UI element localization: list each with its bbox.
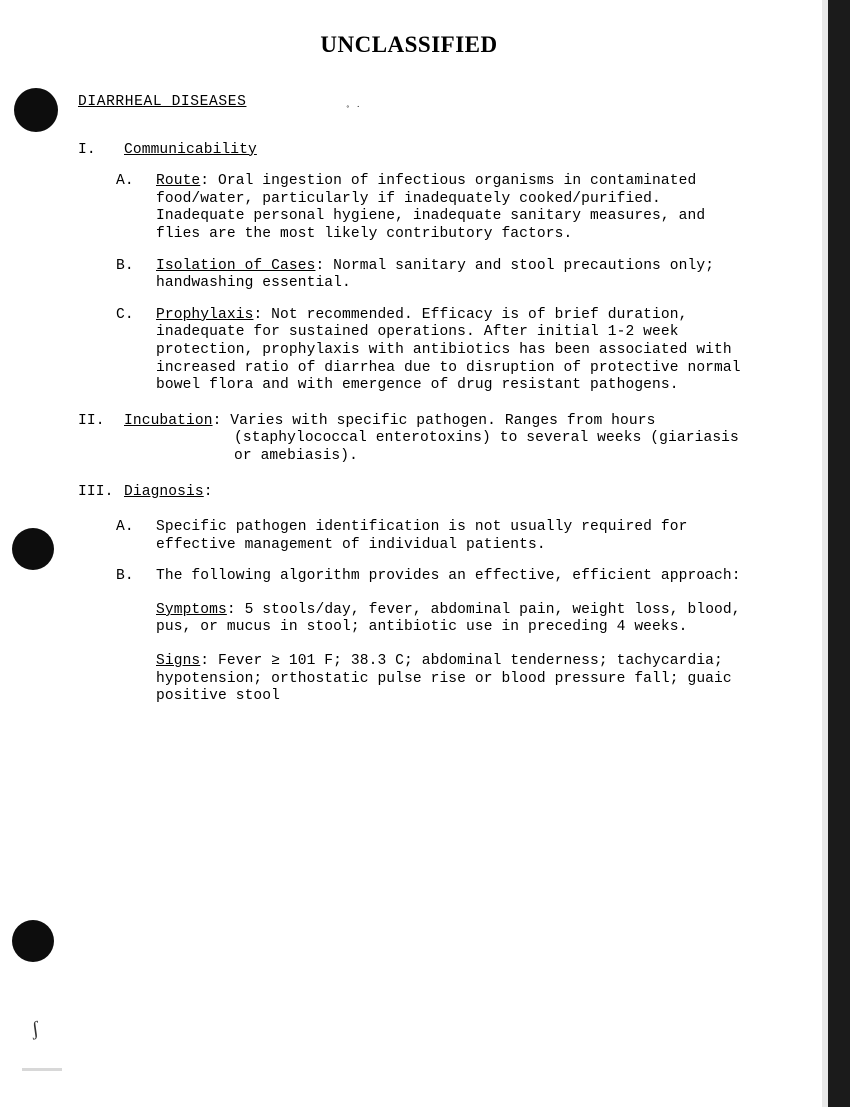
item-iii-b-letter: B. xyxy=(116,568,134,585)
section-i-heading: Communicability xyxy=(124,141,257,158)
section-ii xyxy=(78,413,758,466)
item-i-a-letter: A. xyxy=(116,173,134,190)
signs-colon: : xyxy=(200,653,210,670)
item-i-b-label: Isolation of Cases xyxy=(156,257,316,274)
hole-punch-mark-top xyxy=(14,88,58,132)
signs-block xyxy=(156,653,758,706)
section-ii-number: II. xyxy=(78,412,105,429)
item-i-b-colon: : xyxy=(315,257,325,274)
signs-text: Fever ≥ 101 F; 38.3 C; abdominal tenderness; tachycardia; hypotension; orthostatic pulse rise or blood pressure fall; guaic positive stool xyxy=(156,653,732,705)
symptoms-colon: : xyxy=(226,601,236,618)
classification-banner: UNCLASSIFIED xyxy=(320,32,498,57)
item-iii-b xyxy=(78,568,758,586)
item-i-a-text: Oral ingestion of infectious organisms in contaminated food/water, particularly if inadequately cooked/purified. Inadequate personal hygiene, inadequate sanitary measures, and flies are the most likely contributory factors. xyxy=(156,173,706,242)
symptoms-label: Symptoms xyxy=(156,601,227,618)
item-i-b xyxy=(78,258,758,293)
item-i-a-colon: : xyxy=(200,173,210,190)
document-body xyxy=(78,94,758,706)
item-iii-b-text: The following algorithm provides an effective, efficient approach: xyxy=(156,568,741,585)
item-i-c-label: Prophylaxis xyxy=(156,306,254,323)
section-ii-text: Varies with specific pathogen. Ranges from hours (staphylococcal enterotoxins) to several weeks (giariasis or amebiasis). xyxy=(230,412,739,464)
item-iii-a xyxy=(78,519,758,554)
section-iii-colon: : xyxy=(203,483,213,500)
section-ii-heading: Incubation xyxy=(124,412,213,429)
signs-label: Signs xyxy=(156,653,201,670)
section-iii-number: III. xyxy=(78,483,114,500)
section-i xyxy=(78,142,758,160)
item-iii-a-text: Specific pathogen identification is not usually required for effective management of individual patients. xyxy=(156,519,688,553)
hole-punch-mark-bottom xyxy=(12,920,54,962)
item-i-a xyxy=(78,173,758,243)
item-i-c-colon: : xyxy=(253,306,263,323)
item-i-a-label: Route xyxy=(156,173,201,190)
hole-punch-mark-middle xyxy=(12,528,54,570)
section-iii xyxy=(78,484,758,502)
item-i-b-text: Normal sanitary and stool precautions only; handwashing essential. xyxy=(156,257,715,292)
symptoms-text: 5 stools/day, fever, abdominal pain, weight loss, blood, pus, or mucus in stool; antibiotic use in preceding 4 weeks. xyxy=(156,601,741,636)
item-i-c-text: Not recommended. Efficacy is of brief duration, inadequate for sustained operations. After initial 1-2 week protection, prophylaxis with antibiotics has been associated with increased ratio of diarrhea due to disruption of protective normal bowel flora and with emergence of drug resistant pathogens. xyxy=(156,306,741,394)
section-ii-colon: : xyxy=(212,412,222,429)
handwritten-bottom-mark: ʃ xyxy=(30,1017,41,1041)
scan-dark-edge xyxy=(828,0,850,1107)
item-iii-a-letter: A. xyxy=(116,519,134,536)
item-i-b-letter: B. xyxy=(116,257,134,274)
item-i-c xyxy=(78,307,758,395)
symptoms-block xyxy=(156,602,758,637)
item-i-c-letter: C. xyxy=(116,306,134,323)
stray-pen-marks: ˚ ˙ xyxy=(346,104,363,116)
section-iii-heading: Diagnosis xyxy=(124,483,204,500)
document-title: DIARRHEAL DISEASES xyxy=(78,94,247,110)
scan-smudge xyxy=(22,1068,62,1071)
section-i-number: I. xyxy=(78,141,96,158)
